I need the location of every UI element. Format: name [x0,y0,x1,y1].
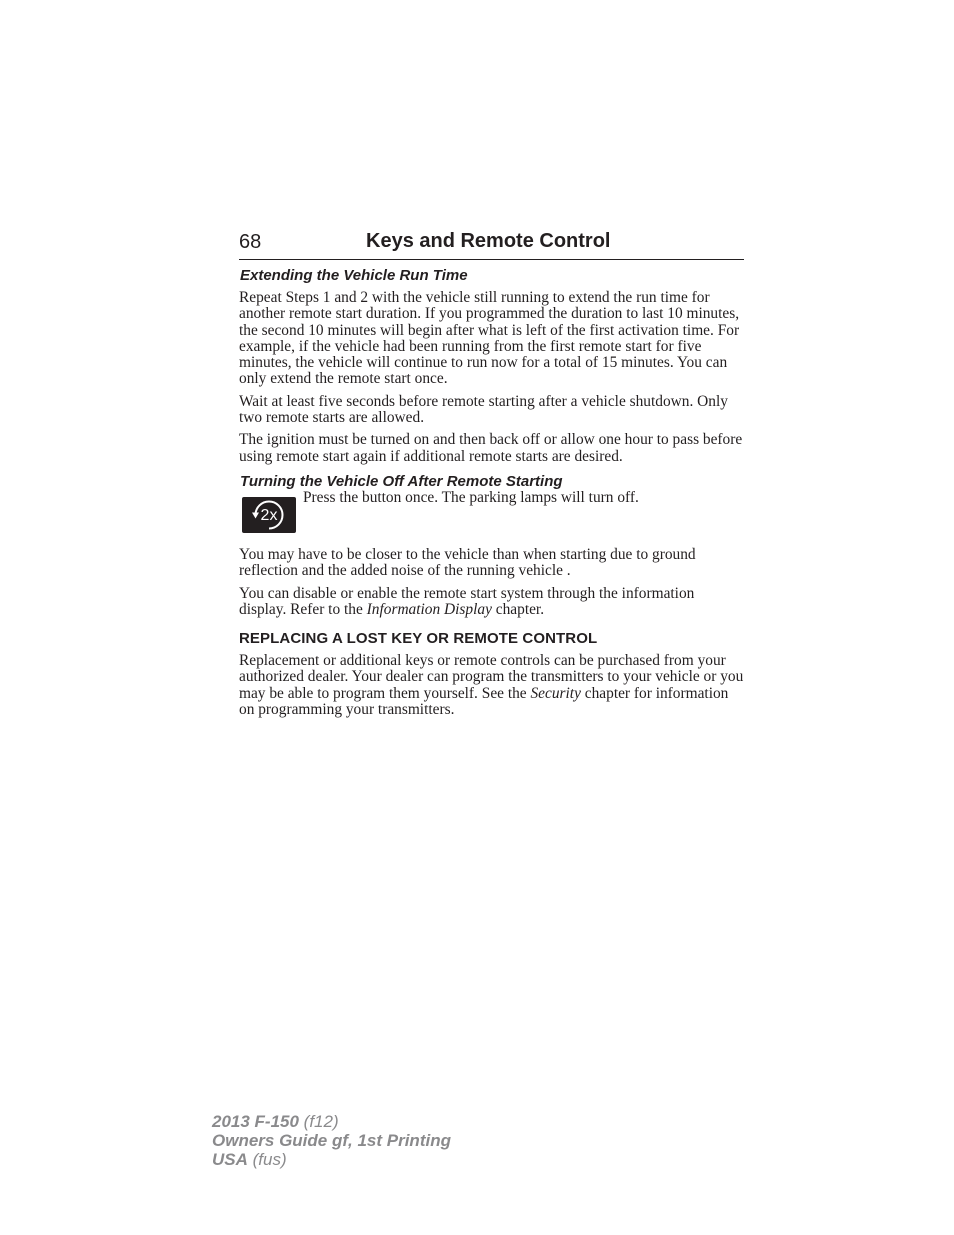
paragraph: Repeat Steps 1 and 2 with the vehicle still running to extend the run time for another remote start duration. If you programmed the duration to last 10 minutes, the second 10 minutes will begin after what is left of the first activation time. For example, if the vehicle had been running from the first remote start for five minutes, the vehicle will continue to run now for a total of 15 minutes. You can only extend the remote start once. [239,289,740,388]
page-footer [212,1112,451,1169]
footer-line [212,1131,451,1150]
footer-line [212,1150,451,1169]
paragraph [239,653,745,718]
paragraph: You may have to be closer to the vehicle than when starting due to ground reflection and the added noise of the running vehicle . [239,545,696,580]
footer-guide: Owners Guide gf, 1st Printing [212,1131,451,1150]
paragraph: Wait at least five seconds before remote starting after a vehicle shutdown. Only two remote starts are allowed. [239,392,728,427]
section-heading-run-time: Extending the Vehicle Run Time [240,267,468,284]
text-span: You can disable or enable the remote start system through the information display. Refer to the [239,584,695,618]
chapter-reference-information-display: Information Display [366,600,492,618]
remote-start-2x-icon [242,497,296,533]
paragraph: The ignition must be turned on and then back off or allow one hour to pass before using remote start again if additional remote starts are desired. [239,431,743,465]
text-span: Replacement or additional keys or remote controls can be purchased from your authorized dealer. Your dealer can program the transmitters to your vehicle or you may be able to program them yourself. See the [239,652,744,702]
text-span: chapter. [491,600,545,618]
icon-instruction-row [239,488,745,540]
page-number: 68 [239,231,262,253]
chapter-title: Keys and Remote Control [366,230,611,252]
page-content [239,267,745,724]
page-header [239,228,744,260]
chapter-reference-security: Security [530,684,581,702]
section-heading-turning-off: Turning the Vehicle Off After Remote Starting [240,472,563,490]
section-heading-replacing-key: REPLACING A LOST KEY OR REMOTE CONTROL [239,630,598,648]
footer-model-code: (f12) [298,1112,339,1131]
footer-line [212,1112,451,1131]
text-span: chapter for information on programming your transmitters. [239,684,729,719]
paragraph [239,586,745,619]
footer-market-code: (fus) [247,1150,287,1169]
footer-market: USA [212,1150,248,1169]
icon-instruction-text: Press the button once. The parking lamps will turn off. [303,488,639,506]
footer-model: 2013 F-150 [212,1112,299,1131]
icon-label: 2x [260,506,278,524]
